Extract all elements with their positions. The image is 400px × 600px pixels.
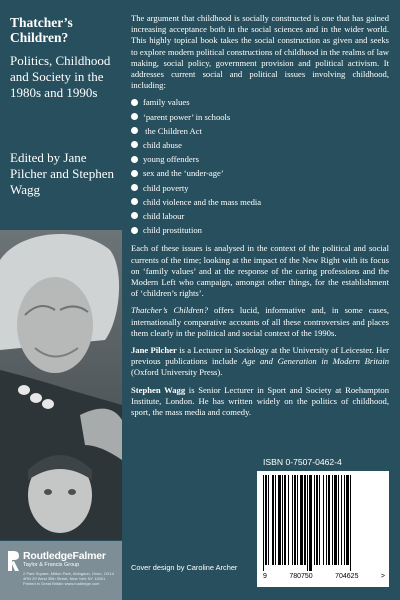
bullet-icon <box>131 127 138 134</box>
list-item: ‘parent power’ in schools <box>131 110 389 124</box>
list-item: sex and the ‘under-age’ <box>131 166 389 180</box>
publisher-group: Taylor & Francis Group <box>23 562 80 568</box>
barcode-digits: 9 780750 704625 > <box>263 573 385 580</box>
analysis-paragraph: Each of these issues is analysed in the context of the political and social currents of the time; looking at the impact of the New Right with its focus on ‘family values’ and at the response of the caring professions and the Modern Left who campaign, amongst other things, for the establishment of ‘children’s rights’. <box>131 243 389 299</box>
bullet-icon <box>131 99 138 106</box>
isbn: ISBN 0-7507-0462-4 <box>263 457 342 467</box>
topics-list <box>131 95 389 237</box>
editors: Edited by Jane Pilcher and Stephen Wagg <box>10 150 114 197</box>
cover-design-credit: Cover design by Caroline Archer <box>131 563 238 572</box>
pilcher-name: Jane Pilcher <box>131 344 177 355</box>
list-item: child abuse <box>131 138 389 152</box>
book-subtitle: Politics, Childhood and Society in the 1980s and 1990s <box>10 53 111 100</box>
list-item: the Children Act <box>131 124 389 138</box>
list-item: child poverty <box>131 181 389 195</box>
list-item: family values <box>131 95 389 109</box>
routledgefalmer-logo-icon <box>6 549 20 573</box>
list-item: young offenders <box>131 152 389 166</box>
bullet-icon <box>131 113 138 120</box>
wagg-name: Stephen Wagg <box>131 384 186 395</box>
bullet-icon <box>131 212 138 219</box>
bullet-icon <box>131 227 138 234</box>
inline-book-title: Thatcher’s Children? <box>131 305 208 316</box>
list-item: child labour <box>131 209 389 223</box>
offers-paragraph: Thatcher’s Children? offers lucid, informative and, in some cases, internationally comparative accounts of all these controversies and places them clearly in the political and social context of the 1990s. <box>131 305 389 338</box>
list-item: child violence and the mass media <box>131 195 389 209</box>
pilcher-bio: Jane Pilcher is a Lecturer in Sociology at the University of Leicester. Her previous publications include Age and Generation in Modern Britain (Oxford University Press). <box>131 344 389 378</box>
bullet-icon <box>131 198 138 205</box>
intro-paragraph: The argument that childhood is socially constructed is one that has gained increasing acceptance both in the social sciences and in the wider world. This highly topical book takes the social construction as given and seeks to explore modern political constructions of childhood in the realms of law making, social policy, government provision and political activism. It addresses current social and political issues involving childhood, including: <box>131 13 389 91</box>
publisher-address: 2 Park Square, Milton Park, Abingdon, Oxon, OX14 4RN 29 West 35th Street, New York NY 10001 Printed in Great Britain www.routledge.com <box>23 571 114 586</box>
book-title: Thatcher’s Children? <box>10 15 73 45</box>
publisher-name: RoutledgeFalmer <box>23 550 106 562</box>
bullet-icon <box>131 170 138 177</box>
bullet-icon <box>131 141 138 148</box>
barcode-background <box>257 471 389 587</box>
pilcher-book-title: Age and Generation in Modern Britain <box>241 356 389 367</box>
wagg-bio: Stephen Wagg is Senior Lecturer in Sport and Society at Roehampton Institute, London. He has written widely on the politics of childhood, sport, the mass media and comedy. <box>131 384 389 417</box>
bullet-icon <box>131 184 138 191</box>
publisher-block <box>0 541 122 600</box>
barcode-icon <box>257 471 389 571</box>
barcode-block <box>257 457 389 587</box>
list-item: child prostitution <box>131 223 389 237</box>
left-column <box>0 0 122 600</box>
cover-photo-illustration <box>0 230 122 540</box>
bullet-icon <box>131 156 138 163</box>
back-cover-text <box>131 13 389 424</box>
cover-photo <box>0 230 122 540</box>
